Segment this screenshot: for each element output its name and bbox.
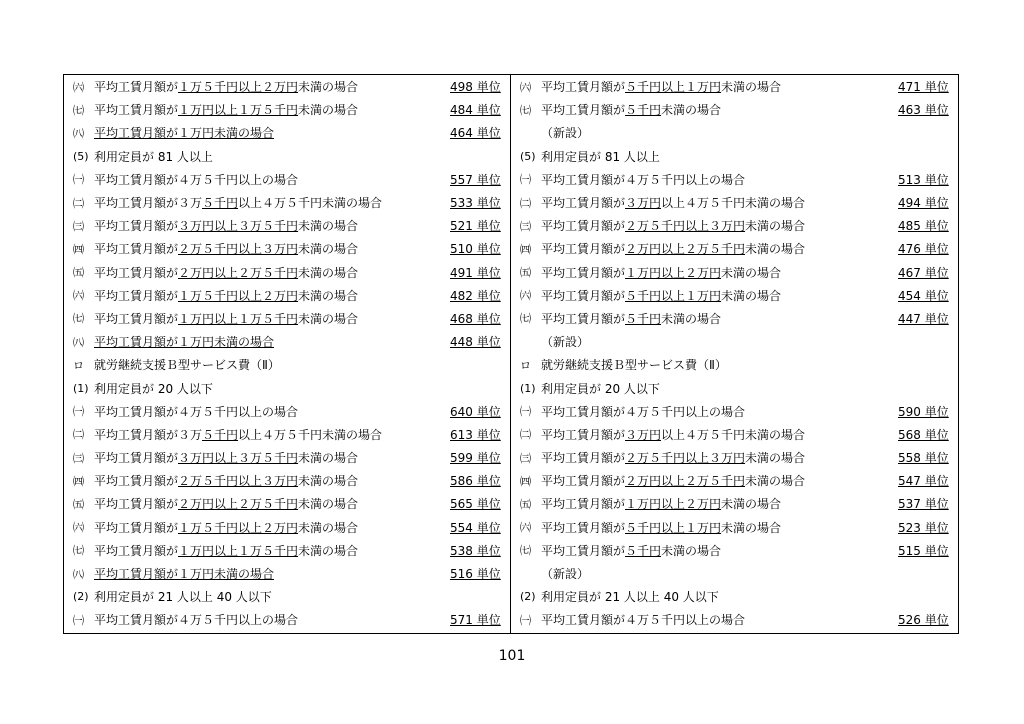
item-marker: ㈤ <box>520 266 531 280</box>
item-text <box>541 519 898 536</box>
table-row <box>511 214 958 237</box>
item-text-ul: １万５千円以上２万円 <box>178 520 299 535</box>
item-text <box>541 380 898 397</box>
item-text-ul: １万５千円以上２万円 <box>178 80 299 95</box>
item-text-post: 未満の場合 <box>721 497 782 512</box>
unit-value: 482 単位 <box>450 288 501 303</box>
item-text-post: 未満の場合 <box>298 520 359 535</box>
item-text-pre: 平均工賃月額が <box>94 474 179 489</box>
table-row <box>64 330 510 353</box>
unit-value: 471 単位 <box>898 80 949 95</box>
item-text-ul: １万円以上１万５千円 <box>178 543 299 558</box>
unit-value: 463 単位 <box>898 103 949 118</box>
item-text <box>541 449 898 466</box>
item-text-pre: 平均工賃月額が４万５千円以上の場合 <box>94 613 299 628</box>
item-text-post: 未満の場合 <box>745 474 806 489</box>
item-text-pre: 平均工賃月額が <box>541 474 626 489</box>
table-row <box>64 98 510 121</box>
unit-value: 523 単位 <box>898 520 949 535</box>
item-text-post: 未満の場合 <box>298 543 359 558</box>
table-row <box>64 121 510 144</box>
table-row <box>64 353 510 376</box>
unit-value: 513 単位 <box>898 172 949 187</box>
item-text-ul: ３万円以上３万５千円 <box>178 219 299 234</box>
table-row <box>511 400 958 423</box>
item-text-pre: 利用定員が 81 人以上 <box>541 149 660 164</box>
item-text <box>94 403 450 420</box>
item-marker: (5) <box>73 149 89 163</box>
item-text <box>541 472 898 489</box>
table-row <box>511 98 958 121</box>
item-text-ul: ５千円 <box>625 543 662 558</box>
table-row <box>511 492 958 515</box>
item-text-pre: 平均工賃月額が <box>541 427 626 442</box>
item-text <box>541 542 898 559</box>
item-text <box>541 565 898 582</box>
table-row <box>64 191 510 214</box>
item-text-post: 未満の場合 <box>745 242 806 257</box>
item-text <box>541 356 898 373</box>
item-marker: ㈧ <box>73 126 84 140</box>
left-column <box>64 75 511 633</box>
item-text-ul: ３万円以上３万５千円 <box>178 451 299 466</box>
item-marker: ロ <box>520 358 531 372</box>
item-marker: ㈦ <box>73 544 84 558</box>
item-text-pre: 平均工賃月額が <box>541 80 626 95</box>
item-text <box>94 264 450 281</box>
unit-value: 498 単位 <box>450 80 501 95</box>
item-text-ul: ５千円以上１万円 <box>625 80 722 95</box>
unit-value: 599 単位 <box>450 451 501 466</box>
item-text <box>94 449 450 466</box>
item-text <box>541 611 898 628</box>
item-text-pre: 利用定員が 81 人以上 <box>94 149 213 164</box>
item-text-ul: ２万５千円以上３万円 <box>178 242 299 257</box>
unit-value: 494 単位 <box>898 196 949 211</box>
unit-value: 448 単位 <box>450 335 501 350</box>
item-marker: ㈦ <box>520 312 531 326</box>
unit-value: 568 単位 <box>898 427 949 442</box>
item-marker: ㈧ <box>73 567 84 581</box>
table-row <box>511 353 958 376</box>
table-row <box>64 400 510 423</box>
item-marker: ㈢ <box>520 219 531 233</box>
item-text <box>94 124 450 141</box>
unit-value: 554 単位 <box>450 520 501 535</box>
unit-value: 464 単位 <box>450 126 501 141</box>
unit-value: 521 単位 <box>450 219 501 234</box>
item-text-pre: 平均工賃月額が <box>541 497 626 512</box>
item-text <box>541 403 898 420</box>
unit-value: 515 単位 <box>898 543 949 558</box>
item-text-pre: 平均工賃月額が４万５千円以上の場合 <box>94 404 299 419</box>
item-text-ul: １万円以上１万５千円 <box>178 103 299 118</box>
item-marker: ㈣ <box>73 474 84 488</box>
item-text-ul: ３万円 <box>625 196 662 211</box>
item-text-pre: 平均工賃月額が <box>541 288 626 303</box>
item-text <box>541 240 898 257</box>
item-marker: ㈦ <box>73 103 84 117</box>
unit-value: 613 単位 <box>450 427 501 442</box>
item-text-post: 未満の場合 <box>721 520 782 535</box>
table-row <box>511 423 958 446</box>
item-text-pre: 就労継続支援Ｂ型サービス費（Ⅱ） <box>541 358 727 373</box>
table-row <box>511 237 958 260</box>
item-marker: ㈠ <box>520 173 531 187</box>
item-text <box>94 101 450 118</box>
item-text-pre: 利用定員が 20 人以下 <box>94 381 213 396</box>
item-text-pre: 平均工賃月額が３万 <box>94 196 203 211</box>
item-text-pre: 平均工賃月額が <box>541 451 626 466</box>
item-text-ul: ５千円以上１万円 <box>625 288 722 303</box>
item-text-pre: 平均工賃月額が <box>541 543 626 558</box>
item-marker: ㈣ <box>520 242 531 256</box>
item-text-ul: ５千円 <box>202 196 239 211</box>
unit-value: 538 単位 <box>450 543 501 558</box>
item-marker: ㈥ <box>520 80 531 94</box>
item-marker: ㈠ <box>520 405 531 419</box>
table-row <box>511 446 958 469</box>
item-text <box>541 426 898 443</box>
item-text <box>541 148 898 165</box>
item-marker: ㈦ <box>520 544 531 558</box>
item-marker: (2) <box>520 590 536 604</box>
item-text-post: 未満の場合 <box>661 103 722 118</box>
item-marker: ロ <box>73 358 84 372</box>
item-text <box>94 380 450 397</box>
unit-value: 484 単位 <box>450 103 501 118</box>
table-row <box>64 608 510 631</box>
item-text-pre: 平均工賃月額が <box>541 520 626 535</box>
item-text-ul: ５千円 <box>625 103 662 118</box>
item-text <box>94 240 450 257</box>
item-text <box>541 310 898 327</box>
item-marker: ㈢ <box>520 451 531 465</box>
item-text <box>94 217 450 234</box>
table-row <box>511 284 958 307</box>
item-marker: ㈡ <box>73 196 84 210</box>
item-text-ul: ５千円 <box>625 311 662 326</box>
item-text-post: 未満の場合 <box>298 242 359 257</box>
table-row <box>511 539 958 562</box>
item-text-ul: ２万円以上２万５千円 <box>178 497 299 512</box>
item-text <box>94 426 450 443</box>
item-marker: ㈢ <box>73 219 84 233</box>
item-text <box>94 542 450 559</box>
item-text <box>541 217 898 234</box>
item-text-pre: （新設） <box>541 567 590 582</box>
item-text-pre: 平均工賃月額が <box>541 219 626 234</box>
unit-value: 476 単位 <box>898 242 949 257</box>
unit-value: 491 単位 <box>450 265 501 280</box>
item-text-ul: １万５千円以上２万円 <box>178 288 299 303</box>
item-text-post: 未満の場合 <box>298 265 359 280</box>
item-marker: ㈥ <box>520 289 531 303</box>
item-text-pre: 平均工賃月額が <box>94 311 179 326</box>
unit-value: 467 単位 <box>898 265 949 280</box>
item-text-ul: ２万５千円以上３万円 <box>625 219 746 234</box>
item-text-pre: 平均工賃月額が <box>94 520 179 535</box>
item-text-pre: 平均工賃月額が <box>541 242 626 257</box>
item-text-ul: ２万円以上２万５千円 <box>625 474 746 489</box>
item-text <box>541 101 898 118</box>
item-text <box>94 171 450 188</box>
item-text <box>541 194 898 211</box>
item-text-ul: ２万円以上２万５千円 <box>625 242 746 257</box>
item-text-pre: 平均工賃月額が４万５千円以上の場合 <box>541 613 746 628</box>
unit-value: 565 単位 <box>450 497 501 512</box>
item-marker: ㈥ <box>73 80 84 94</box>
item-text <box>541 588 898 605</box>
unit-value: 586 単位 <box>450 474 501 489</box>
item-text-pre: 平均工賃月額が <box>94 451 179 466</box>
item-marker: ㈥ <box>520 521 531 535</box>
unit-value: 533 単位 <box>450 196 501 211</box>
item-text-post: 以上４万５千円未満の場合 <box>661 196 806 211</box>
item-marker: ㈠ <box>73 173 84 187</box>
page-number: 101 <box>498 648 526 664</box>
item-text <box>541 287 898 304</box>
item-marker: ㈣ <box>520 474 531 488</box>
table-row <box>511 191 958 214</box>
item-marker: ㈤ <box>520 497 531 511</box>
item-text <box>94 333 450 350</box>
unit-value: 510 単位 <box>450 242 501 257</box>
item-marker: ㈢ <box>73 451 84 465</box>
item-text-pre: 平均工賃月額が <box>541 196 626 211</box>
item-text-pre: 平均工賃月額が <box>94 219 179 234</box>
comparison-table <box>63 74 959 634</box>
table-row <box>64 75 510 98</box>
item-marker: ㈡ <box>73 428 84 442</box>
item-text-post: 未満の場合 <box>298 311 359 326</box>
item-marker: ㈤ <box>73 497 84 511</box>
item-text-pre: 平均工賃月額が <box>541 265 626 280</box>
item-text-ul: ２万円以上２万５千円 <box>178 265 299 280</box>
item-text-pre: 平均工賃月額が <box>541 311 626 326</box>
item-marker: ㈦ <box>73 312 84 326</box>
item-text-pre: 利用定員が 21 人以上 40 人以下 <box>94 590 272 605</box>
table-row <box>64 516 510 539</box>
item-marker: ㈠ <box>73 613 84 627</box>
item-text <box>94 148 450 165</box>
item-text <box>541 495 898 512</box>
item-text <box>94 495 450 512</box>
item-text-ul: 平均工賃月額が１万円未満の場合 <box>94 126 275 141</box>
item-marker: ㈧ <box>73 335 84 349</box>
item-marker: ㈡ <box>520 196 531 210</box>
item-text-ul: ５千円以上１万円 <box>625 520 722 535</box>
unit-value: 447 単位 <box>898 311 949 326</box>
unit-value: 558 単位 <box>898 451 949 466</box>
item-text-pre: （新設） <box>541 335 590 350</box>
item-marker: ㈤ <box>73 266 84 280</box>
item-text-pre: 平均工賃月額が <box>541 103 626 118</box>
table-row <box>64 168 510 191</box>
item-text-ul: 平均工賃月額が１万円未満の場合 <box>94 567 275 582</box>
item-text-post: 未満の場合 <box>661 311 722 326</box>
table-row <box>64 423 510 446</box>
item-text <box>94 565 450 582</box>
table-row <box>64 376 510 399</box>
item-marker: (1) <box>73 381 89 395</box>
unit-value: 516 単位 <box>450 567 501 582</box>
table-row <box>64 307 510 330</box>
table-row <box>511 608 958 631</box>
item-text-pre: 平均工賃月額が４万５千円以上の場合 <box>541 404 746 419</box>
unit-value: 537 単位 <box>898 497 949 512</box>
item-text-post: 未満の場合 <box>298 451 359 466</box>
item-text-post: 以上４万５千円未満の場合 <box>238 196 383 211</box>
item-text-ul: ２万５千円以上３万円 <box>178 474 299 489</box>
unit-value: 590 単位 <box>898 404 949 419</box>
table-row <box>64 492 510 515</box>
item-text <box>94 356 450 373</box>
item-text <box>541 78 898 95</box>
table-row <box>511 585 958 608</box>
item-text-pre: 平均工賃月額が <box>94 543 179 558</box>
table-row <box>64 446 510 469</box>
right-column <box>511 75 958 633</box>
item-text <box>94 472 450 489</box>
unit-value: 454 単位 <box>898 288 949 303</box>
item-text-ul: １万円以上２万円 <box>625 497 722 512</box>
table-row <box>511 307 958 330</box>
item-text-post: 未満の場合 <box>298 219 359 234</box>
item-text-pre: 平均工賃月額が <box>94 288 179 303</box>
item-marker: ㈦ <box>520 103 531 117</box>
item-marker: (2) <box>73 590 89 604</box>
item-text-ul: 平均工賃月額が１万円未満の場合 <box>94 335 275 350</box>
item-text <box>94 194 450 211</box>
unit-value: 485 単位 <box>898 219 949 234</box>
table-row <box>64 469 510 492</box>
item-text-pre: 就労継続支援Ｂ型サービス費（Ⅱ） <box>94 358 280 373</box>
table-row <box>64 214 510 237</box>
item-text <box>94 287 450 304</box>
item-marker: (5) <box>520 149 536 163</box>
item-text-pre: 平均工賃月額が <box>94 80 179 95</box>
item-marker: (1) <box>520 381 536 395</box>
item-text-ul: １万円以上１万５千円 <box>178 311 299 326</box>
item-text-post: 未満の場合 <box>298 474 359 489</box>
item-text-pre: 利用定員が 20 人以下 <box>541 381 660 396</box>
item-text-post: 未満の場合 <box>298 80 359 95</box>
item-text <box>94 519 450 536</box>
item-text-pre: （新設） <box>541 126 590 141</box>
item-text-pre: 平均工賃月額が４万５千円以上の場合 <box>94 172 299 187</box>
item-text <box>94 611 450 628</box>
item-text-pre: 利用定員が 21 人以上 40 人以下 <box>541 590 719 605</box>
table-row <box>64 145 510 168</box>
item-text-post: 未満の場合 <box>745 451 806 466</box>
table-row <box>511 469 958 492</box>
unit-value: 547 単位 <box>898 474 949 489</box>
item-text <box>541 124 898 141</box>
item-marker: ㈠ <box>520 613 531 627</box>
item-text <box>541 264 898 281</box>
item-text-post: 未満の場合 <box>721 80 782 95</box>
table-row <box>511 168 958 191</box>
table-row <box>64 237 510 260</box>
item-text-pre: 平均工賃月額が <box>94 497 179 512</box>
item-marker: ㈥ <box>73 289 84 303</box>
item-text-post: 未満の場合 <box>745 219 806 234</box>
table-row <box>511 330 958 353</box>
table-row <box>511 562 958 585</box>
item-text-pre: 平均工賃月額が <box>94 265 179 280</box>
item-marker: ㈡ <box>520 428 531 442</box>
item-text <box>541 171 898 188</box>
table-row <box>511 145 958 168</box>
unit-value: 571 単位 <box>450 613 501 628</box>
item-text-pre: 平均工賃月額が４万５千円以上の場合 <box>541 172 746 187</box>
item-text-ul: ５千円 <box>202 427 239 442</box>
item-text <box>94 588 450 605</box>
item-marker: ㈥ <box>73 521 84 535</box>
item-text <box>94 78 450 95</box>
table-row <box>64 562 510 585</box>
item-text-post: 未満の場合 <box>298 103 359 118</box>
item-text-post: 以上４万５千円未満の場合 <box>238 427 383 442</box>
item-text-pre: 平均工賃月額が <box>94 103 179 118</box>
item-text-post: 以上４万５千円未満の場合 <box>661 427 806 442</box>
item-text-post: 未満の場合 <box>721 288 782 303</box>
table-row <box>64 539 510 562</box>
item-text-pre: 平均工賃月額が <box>94 242 179 257</box>
item-text-post: 未満の場合 <box>721 265 782 280</box>
table-row <box>511 121 958 144</box>
item-text-post: 未満の場合 <box>298 497 359 512</box>
unit-value: 557 単位 <box>450 172 501 187</box>
unit-value: 526 単位 <box>898 613 949 628</box>
table-row <box>511 376 958 399</box>
item-text-ul: ２万５千円以上３万円 <box>625 451 746 466</box>
unit-value: 468 単位 <box>450 311 501 326</box>
item-text <box>94 310 450 327</box>
table-row <box>64 284 510 307</box>
item-marker: ㈠ <box>73 405 84 419</box>
item-text <box>541 333 898 350</box>
table-row <box>64 261 510 284</box>
item-text-ul: ３万円 <box>625 427 662 442</box>
table-row <box>511 75 958 98</box>
item-text-pre: 平均工賃月額が３万 <box>94 427 203 442</box>
item-text-ul: １万円以上２万円 <box>625 265 722 280</box>
item-text-post: 未満の場合 <box>661 543 722 558</box>
table-row <box>511 516 958 539</box>
item-text-post: 未満の場合 <box>298 288 359 303</box>
table-row <box>64 585 510 608</box>
item-marker: ㈣ <box>73 242 84 256</box>
table-row <box>511 261 958 284</box>
unit-value: 640 単位 <box>450 404 501 419</box>
